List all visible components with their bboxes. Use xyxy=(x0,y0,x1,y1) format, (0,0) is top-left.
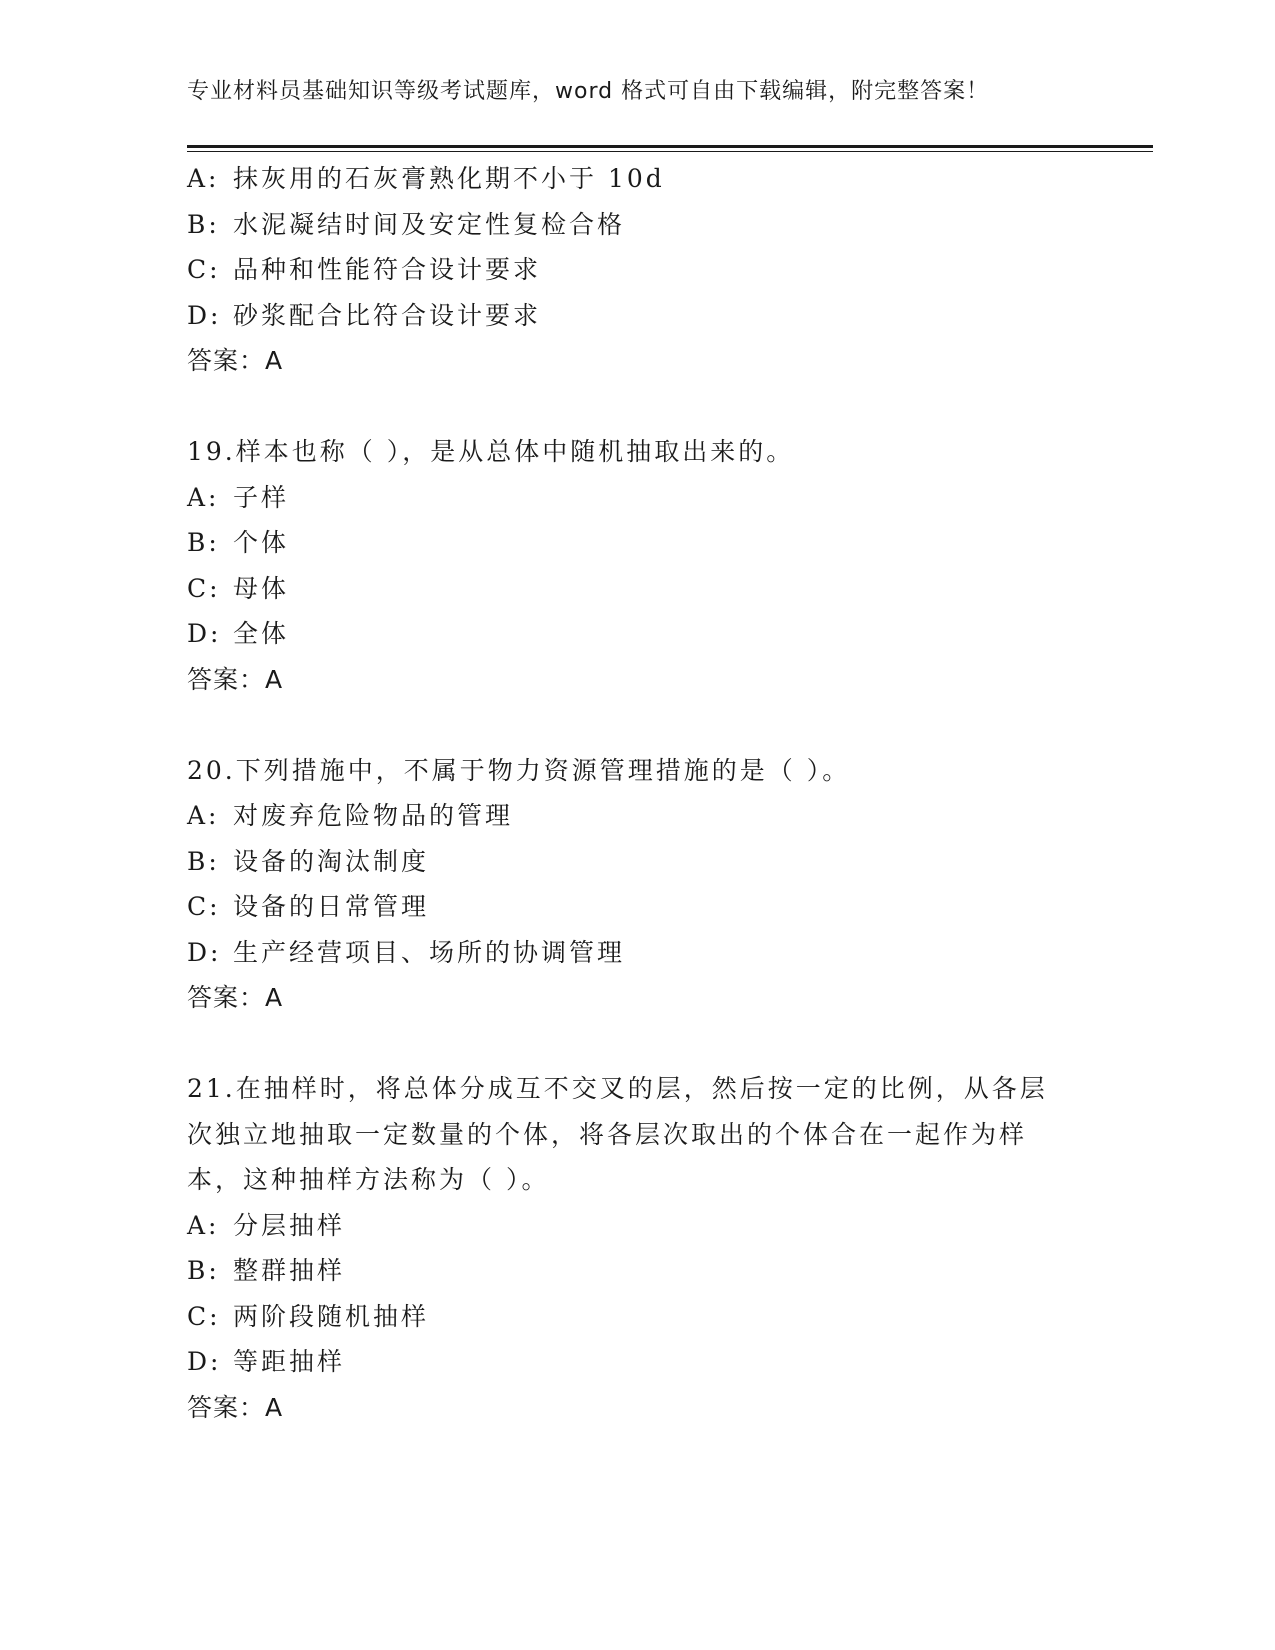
question-block-19 xyxy=(187,429,1087,702)
question-text: 19.样本也称（ ），是从总体中随机抽取出来的。 xyxy=(187,437,795,466)
question-list xyxy=(187,156,1087,1430)
question-text-line-2: 次独立地抽取一定数量的个体，将各层次取出的个体合在一起作为样 xyxy=(187,1119,1028,1149)
option-d: D: 砂浆配合比符合设计要求 xyxy=(187,300,542,330)
option-a: A: 抹灰用的石灰膏熟化期不小于 10d xyxy=(187,164,665,193)
option-b: B: 个体 xyxy=(187,528,290,557)
block-gap xyxy=(187,384,1087,430)
block-gap xyxy=(187,702,1087,748)
option-c: C: 设备的日常管理 xyxy=(187,892,430,921)
option-c: C: 母体 xyxy=(187,573,290,603)
option-a: A: 子样 xyxy=(187,482,290,512)
option-c: C: 两阶段随机抽样 xyxy=(187,1301,430,1331)
block-gap xyxy=(187,1021,1087,1067)
answer-line: 答案：A xyxy=(187,664,284,694)
option-d: D: 生产经营项目、场所的协调管理 xyxy=(187,937,626,967)
question-text-line-3: 本，这种抽样方法称为（ ）。 xyxy=(187,1165,550,1194)
question-block-18 xyxy=(187,156,1087,384)
option-b: B: 水泥凝结时间及安定性复检合格 xyxy=(187,209,626,239)
header-rule-thin xyxy=(187,151,1153,152)
option-c: C: 品种和性能符合设计要求 xyxy=(187,255,542,284)
answer-line: 答案：A xyxy=(187,346,284,375)
option-a: A: 对废弃危险物品的管理 xyxy=(187,801,514,830)
question-text-line-1: 21.在抽样时，将总体分成互不交叉的层，然后按一定的比例，从各层 xyxy=(187,1074,1048,1103)
question-block-20 xyxy=(187,748,1087,1021)
option-b: B: 整群抽样 xyxy=(187,1256,346,1285)
option-d: D: 等距抽样 xyxy=(187,1347,346,1376)
option-a: A: 分层抽样 xyxy=(187,1210,346,1240)
page-header: 专业材料员基础知识等级考试题库，word 格式可自由下载编辑，附完整答案！ xyxy=(187,79,990,104)
question-block-21 xyxy=(187,1066,1087,1430)
answer-line: 答案：A xyxy=(187,1392,284,1422)
answer-line: 答案：A xyxy=(187,983,284,1012)
header-rule-thick xyxy=(187,145,1153,148)
option-b: B: 设备的淘汰制度 xyxy=(187,846,430,876)
option-d: D: 全体 xyxy=(187,619,290,648)
question-text: 20.下列措施中，不属于物力资源管理措施的是（ ）。 xyxy=(187,755,851,785)
